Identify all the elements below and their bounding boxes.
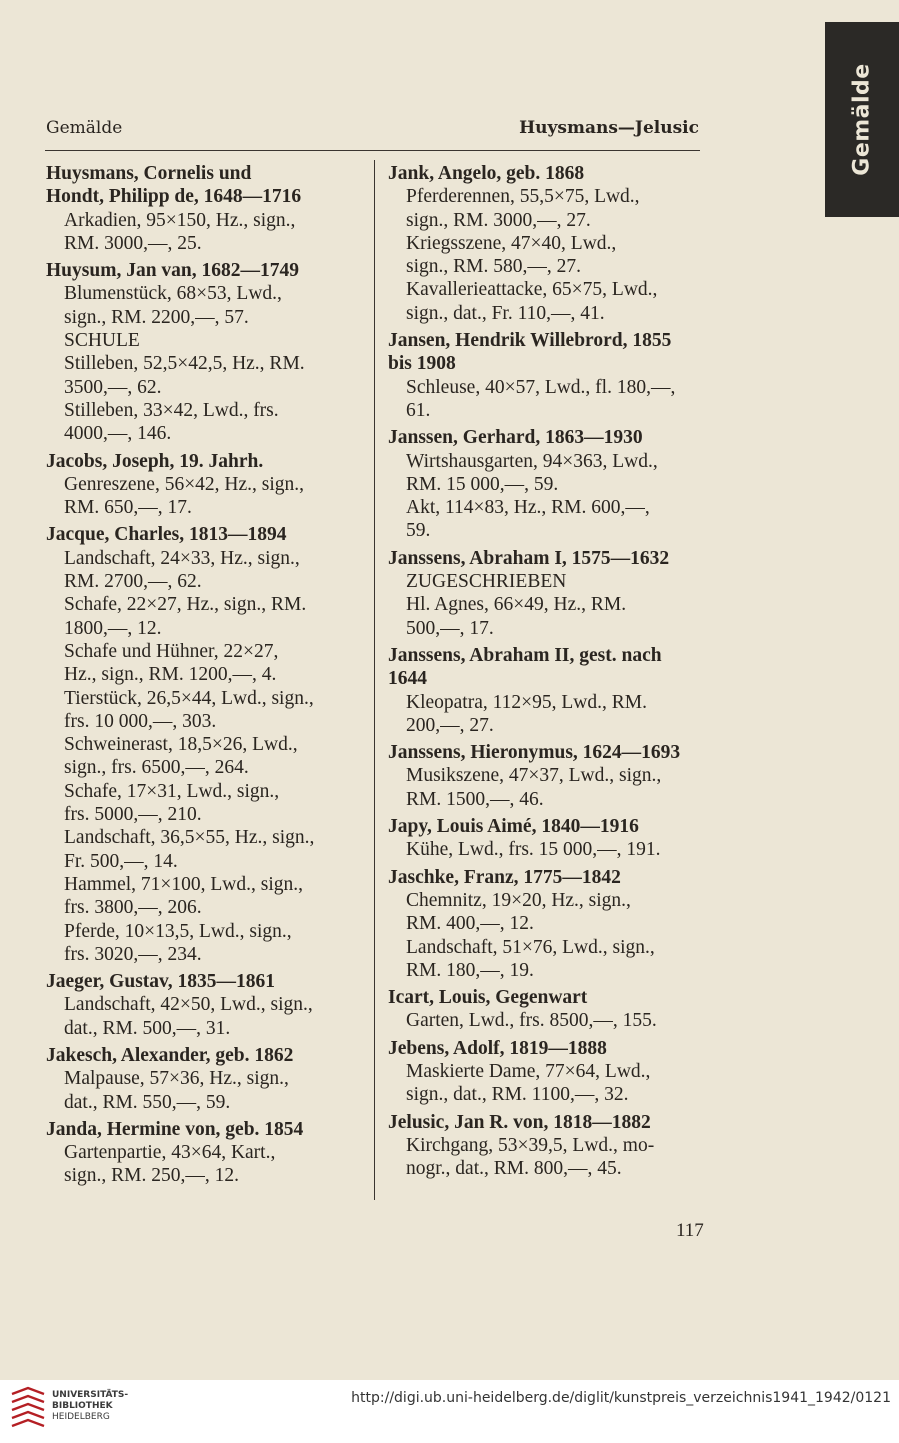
right-column (388, 162, 706, 1184)
entry-line: RM. 15 000,—, 59. (406, 473, 559, 495)
artist-heading: bis 1908 (388, 353, 456, 375)
page-number: 117 (676, 1220, 704, 1241)
catalog-entry (46, 1044, 361, 1114)
entry-line: Blumenstück, 68×53, Lwd., (64, 283, 282, 305)
entry-line: dat., RM. 500,—, 31. (64, 1017, 231, 1039)
artist-heading: Janda, Hermine von, geb. 1854 (46, 1118, 304, 1140)
artist-heading: Janssens, Hieronymus, 1624—1693 (388, 742, 681, 764)
entry-line: frs. 3800,—, 206. (64, 897, 202, 919)
entry-line: Stilleben, 52,5×42,5, Hz., RM. (64, 353, 305, 375)
library-name-line-1: UNIVERSITÄTS- (52, 1390, 129, 1400)
artist-heading: Jacobs, Joseph, 19. Jahrh. (46, 450, 264, 472)
artist-heading: Jansen, Hendrik Willebrord, 1855 (388, 330, 672, 352)
entry-line: Landschaft, 36,5×55, Hz., sign., (64, 827, 315, 849)
entry-line: RM. 650,—, 17. (64, 497, 192, 519)
catalog-entry (388, 1037, 706, 1107)
column-divider (374, 160, 375, 1200)
section-tab-label: Gemälde (849, 63, 875, 176)
entry-line: RM. 400,—, 12. (406, 913, 534, 935)
catalog-entry (388, 986, 706, 1033)
entry-line: RM. 3000,—, 25. (64, 232, 202, 254)
catalog-entry (388, 329, 706, 422)
left-column (46, 162, 361, 1192)
entry-line: Chemnitz, 19×20, Hz., sign., (406, 889, 631, 911)
entry-line: Schafe und Hühner, 22×27, (64, 640, 279, 662)
entry-line: 61. (406, 399, 431, 421)
entry-line: 500,—, 17. (406, 617, 494, 639)
entry-line: frs. 5000,—, 210. (64, 804, 202, 826)
entry-line: Tierstück, 26,5×44, Lwd., sign., (64, 687, 314, 709)
entry-line: RM. 2700,—, 62. (64, 571, 202, 593)
running-header-right: Huysmans—Jelusic (519, 118, 699, 138)
entry-line: Landschaft, 42×50, Lwd., sign., (64, 994, 313, 1016)
catalog-entry (46, 1118, 361, 1188)
entry-line: sign., RM. 2200,—, 57. (64, 306, 249, 328)
entry-line: Kriegsszene, 47×40, Lwd., (406, 232, 617, 254)
entry-line: 200,—, 27. (406, 714, 494, 736)
catalog-entry (46, 450, 361, 520)
catalog-entry (388, 815, 706, 862)
library-name-line-2: BIBLIOTHEK (52, 1401, 113, 1411)
ub-heidelberg-logo-icon[interactable] (8, 1386, 48, 1428)
artist-heading: Jaschke, Franz, 1775—1842 (388, 866, 621, 888)
entry-line: Schweinerast, 18,5×26, Lwd., (64, 734, 298, 756)
entry-line: 3500,—, 62. (64, 376, 162, 398)
entry-line: sign., frs. 6500,—, 264. (64, 757, 249, 779)
entry-line: Pferderennen, 55,5×75, Lwd., (406, 186, 640, 208)
entry-line: Schleuse, 40×57, Lwd., fl. 180,—, (406, 376, 676, 398)
catalog-entry (388, 426, 706, 542)
running-header-left: Gemälde (46, 118, 123, 138)
artist-heading: Jelusic, Jan R. von, 1818—1882 (388, 1111, 651, 1133)
entry-line: Stilleben, 33×42, Lwd., frs. (64, 399, 279, 421)
catalog-entry (388, 1111, 706, 1181)
artist-heading: Jaeger, Gustav, 1835—1861 (46, 971, 275, 993)
entry-line: Akt, 114×83, Hz., RM. 600,—, (406, 497, 650, 519)
entry-line: Gartenpartie, 43×64, Kart., (64, 1142, 276, 1164)
entry-line: Kavallerieattacke, 65×75, Lwd., (406, 279, 658, 301)
entry-line: RM. 180,—, 19. (406, 959, 534, 981)
entry-line: 59. (406, 520, 431, 542)
entry-line: Landschaft, 24×33, Hz., sign., (64, 547, 300, 569)
artist-heading: Janssens, Abraham I, 1575—1632 (388, 547, 670, 569)
artist-heading: Huysmans, Cornelis und (46, 163, 252, 184)
artist-heading: Jakesch, Alexander, geb. 1862 (46, 1044, 294, 1066)
entry-line: Maskierte Dame, 77×64, Lwd., (406, 1060, 651, 1082)
entry-line: sign., RM. 580,—, 27. (406, 256, 581, 278)
entry-line: Malpause, 57×36, Hz., sign., (64, 1068, 289, 1090)
entry-line: Landschaft, 51×76, Lwd., sign., (406, 936, 655, 958)
entry-line: Kleopatra, 112×95, Lwd., RM. (406, 691, 647, 713)
entry-line: Garten, Lwd., frs. 8500,—, 155. (406, 1010, 657, 1032)
entry-line: dat., RM. 550,—, 59. (64, 1091, 231, 1113)
entry-line: frs. 3020,—, 234. (64, 943, 202, 965)
catalog-entry (388, 741, 706, 811)
entry-line: Hl. Agnes, 66×49, Hz., RM. (406, 594, 627, 616)
catalog-entry (388, 644, 706, 737)
artist-heading: Jacque, Charles, 1813—1894 (46, 524, 287, 546)
catalog-entry (388, 866, 706, 982)
entry-line: Pferde, 10×13,5, Lwd., sign., (64, 920, 292, 942)
entry-line: Kirchgang, 53×39,5, Lwd., mo- (406, 1134, 655, 1156)
entry-line: sign., dat., Fr. 110,—, 41. (406, 302, 605, 324)
entry-line: Hz., sign., RM. 1200,—, 4. (64, 664, 277, 686)
catalog-entry (46, 523, 361, 966)
entry-line: nogr., dat., RM. 800,—, 45. (406, 1158, 622, 1180)
catalog-entry (388, 547, 706, 640)
entry-line: 1800,—, 12. (64, 617, 162, 639)
catalog-entry (46, 259, 361, 445)
artist-heading: Janssens, Abraham II, gest. nach (388, 644, 662, 666)
entry-line: Fr. 500,—, 14. (64, 850, 178, 872)
library-name-line-3: HEIDELBERG (52, 1412, 110, 1422)
entry-line: sign., dat., RM. 1100,—, 32. (406, 1084, 629, 1106)
entry-line: SCHULE (64, 330, 140, 352)
artist-heading: Icart, Louis, Gegenwart (388, 987, 588, 1009)
section-tab (825, 22, 899, 217)
entry-line: Wirtshausgarten, 94×363, Lwd., (406, 450, 658, 472)
entry-line: Arkadien, 95×150, Hz., sign., (64, 209, 296, 231)
entry-line: 4000,—, 146. (64, 423, 172, 445)
catalog-entry (46, 970, 361, 1040)
library-name[interactable] (52, 1390, 128, 1423)
entry-line: sign., RM. 3000,—, 27. (406, 209, 591, 231)
viewer-footer (0, 1380, 899, 1443)
artist-heading: Jank, Angelo, geb. 1868 (388, 163, 585, 184)
header-rule (45, 150, 700, 151)
entry-line: RM. 1500,—, 46. (406, 788, 544, 810)
catalog-entry (46, 162, 361, 255)
artist-heading: 1644 (388, 668, 427, 690)
artist-heading: Japy, Louis Aimé, 1840—1916 (388, 816, 639, 838)
entry-line: Schafe, 17×31, Lwd., sign., (64, 780, 280, 802)
artist-heading: Jebens, Adolf, 1819—1888 (388, 1037, 607, 1059)
entry-line: ZUGESCHRIEBEN (406, 571, 567, 593)
catalog-entry (388, 162, 706, 325)
permalink-url[interactable]: http://digi.ub.uni-heidelberg.de/diglit/kunstpreis_verzeichnis1941_1942/0121 (351, 1390, 891, 1406)
entry-line: Genreszene, 56×42, Hz., sign., (64, 473, 305, 495)
entry-line: Kühe, Lwd., frs. 15 000,—, 191. (406, 839, 661, 861)
artist-heading: Huysum, Jan van, 1682—1749 (46, 260, 300, 282)
entry-line: Schafe, 22×27, Hz., sign., RM. (64, 594, 307, 616)
artist-heading: Janssen, Gerhard, 1863—1930 (388, 427, 643, 449)
artist-heading: Hondt, Philipp de, 1648—1716 (46, 186, 302, 208)
entry-line: frs. 10 000,—, 303. (64, 710, 217, 732)
entry-line: Musikszene, 47×37, Lwd., sign., (406, 765, 662, 787)
entry-line: sign., RM. 250,—, 12. (64, 1165, 239, 1187)
entry-line: Hammel, 71×100, Lwd., sign., (64, 873, 304, 895)
